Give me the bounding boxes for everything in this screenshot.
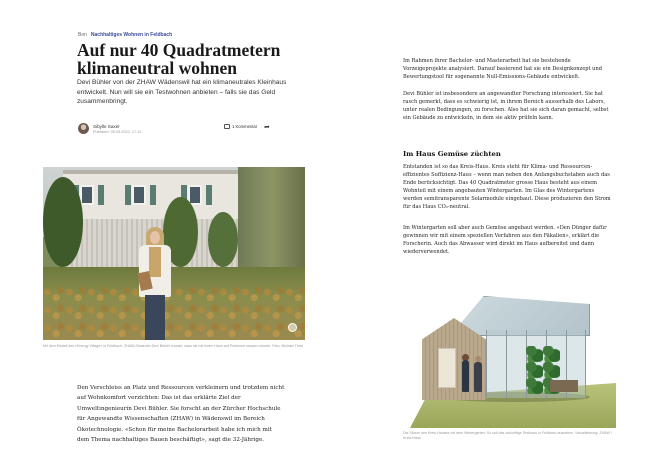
kicker bbox=[78, 32, 172, 38]
photo-caption: Mit dem Modell des «Energy Village» in Feldbach: ZHAW-Studentin Devi Bühler wusste, dass sie mit ihrem Haus auf Probleme stossen könnte. Foto: Michael Trost bbox=[43, 344, 303, 348]
photo-person-pants bbox=[145, 295, 165, 340]
photo-roofline bbox=[63, 170, 238, 174]
photo-leaves bbox=[43, 285, 305, 340]
comments-link[interactable]: 1 Kommentar bbox=[232, 124, 258, 129]
author-row bbox=[77, 121, 273, 137]
house-visualization[interactable] bbox=[400, 288, 616, 428]
publish-date: Publiziert: 09.05.2022, 17:12 bbox=[93, 130, 142, 134]
render-planter bbox=[550, 380, 578, 392]
comment-icon[interactable] bbox=[224, 124, 230, 129]
photo-ivy bbox=[43, 177, 83, 267]
photo-shutter bbox=[98, 185, 104, 205]
photo-shutter bbox=[206, 185, 212, 205]
category-link[interactable]: Nachhaltiges Wohnen in Feldbach bbox=[90, 32, 173, 38]
photo-ivy bbox=[208, 212, 238, 267]
render-caption: Die Skizze des Kreis-Hauses mit dem Wintergarten: So soll das zukünftige Testhaus in Feldbach aussehen. Visualisierung: ZHAW / Kreis-Haus bbox=[403, 431, 612, 441]
photo-window bbox=[80, 185, 94, 205]
photo-shutter bbox=[150, 185, 156, 205]
photo-person-top bbox=[149, 247, 161, 277]
author-name[interactable]: Sibylle Saxer bbox=[93, 124, 120, 129]
render-mullion bbox=[506, 330, 507, 398]
render-door bbox=[438, 348, 456, 388]
render-person bbox=[462, 360, 469, 392]
body-paragraph-4: Entstanden ist so das Kreis-Haus. Kreis steht für Klima- und Ressourcen-effizientes Suffizienz-Haus – wenn man neben den Anfangsbuchstaben auch das Ende berücksichtigt. Das 40 Quadratmeter grosse Haus besteht aus einem Wohnteil mit einem angebauten Wintergarten. Im Glas des Wintergartens werden semitransparente Solarmodule eingebaut. Diese produzieren den Strom für das Haus CO₂-neutral. bbox=[403, 164, 611, 211]
body-paragraph-2: Im Rahmen ihrer Bachelor- und Masterarbeit hat sie bestehende Vorzeigeprojekte analysiert. Darauf basierend hat sie ein Designkonzept und Bewertungstool für sogenannte Null-Emissions-Gebäude entwickelt. bbox=[403, 58, 602, 81]
body-paragraph-1: Den Verschleiss an Platz und Ressourcen verkleinern und trotzdem nicht auf Wohnkomfort verzichten: Das ist das erklärte Ziel der Umweltingenieurin Devi Bühler. Sie forscht an der Zürcher Hochschule für Angewandte Wissenschaften (ZHAW) in Wädenswil im Bereich Ökotechnologie. «Schon für meine Bachelorarbeit habe ich mich mit dem Thema nachhaltiges Bauen beschäftigt», sagt die 32-Jährige. bbox=[77, 385, 285, 444]
headline: Auf nur 40 Quadratmetern klimaneutral wohnen bbox=[77, 40, 281, 78]
main-photo[interactable] bbox=[43, 167, 305, 340]
kicker-prefix: Bon bbox=[78, 32, 87, 38]
share-icon[interactable]: ➦ bbox=[264, 123, 270, 131]
body-paragraph-5: Im Wintergarten soll aber auch Gemüse angebaut werden. «Den Dünger dafür gewinnen wir mit einem speziellen Verfahren aus den Fäkalien», erklärt die Forscherin. Auch das Abwasser wird direkt im Haus aufbereitet und dann wiederverwendet. bbox=[403, 225, 607, 256]
photo-window bbox=[132, 185, 146, 205]
render-person bbox=[474, 362, 482, 392]
photo-shutter bbox=[125, 185, 131, 205]
lead-text: Devi Bühler von der ZHAW Wädenswil hat ein klimaneutrales Kleinhaus entwickelt. Nun will sie ein Testwohnen anbieten – falls sie das Geld zusammenbringt. bbox=[77, 79, 287, 105]
body-paragraph-3: Devi Bühler ist insbesondere an angewandter Forschung interessiert. Sie hat rasch gemerkt, dass es schwierig ist, in ihrem Bereich ausserhalb des Labors, unter realen Bedingungen, zu forschen. Also hat sie sich daran gemacht, selbst ein Gebäude zu entwickeln, in dem sie aktiv prüfeln kann. bbox=[403, 91, 609, 122]
photo-person-face bbox=[150, 231, 160, 244]
avatar[interactable] bbox=[78, 123, 89, 134]
subheading: Im Haus Gemüse züchten bbox=[403, 150, 501, 158]
zoom-icon[interactable] bbox=[288, 323, 297, 332]
